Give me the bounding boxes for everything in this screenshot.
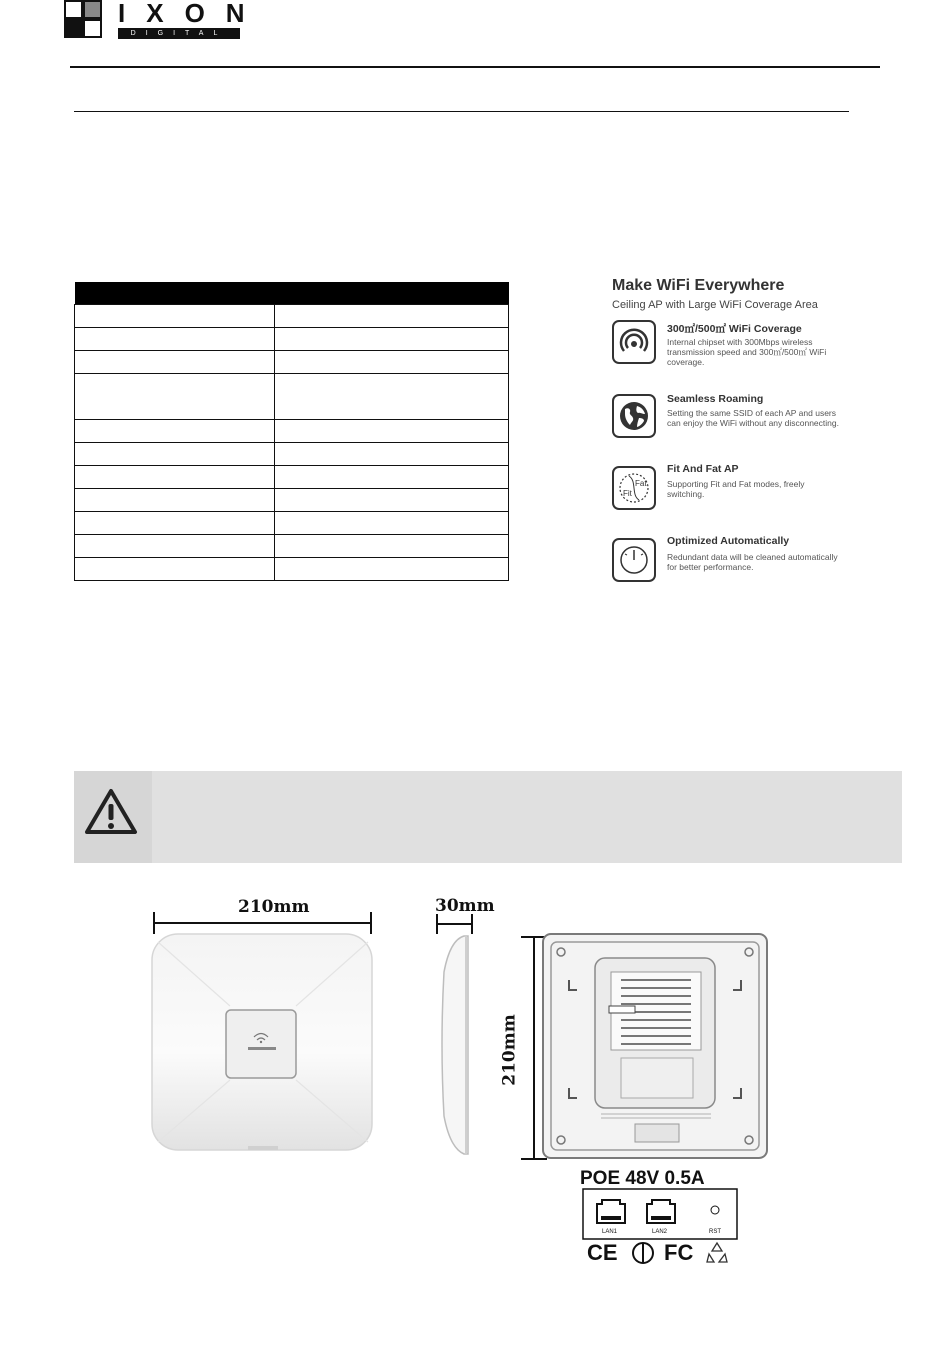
table-cell bbox=[275, 558, 509, 581]
lan2-label: LAN2 bbox=[652, 1229, 668, 1235]
signal-icon bbox=[612, 320, 656, 364]
header-rule bbox=[70, 66, 880, 68]
table-cell bbox=[275, 489, 509, 512]
globe-icon bbox=[612, 394, 656, 438]
height-dimension-label: 210mm bbox=[499, 1014, 520, 1086]
logo-word: IXON bbox=[118, 0, 266, 28]
logo-mark bbox=[64, 0, 102, 38]
lan1-port bbox=[597, 1200, 625, 1223]
class-ii-mark bbox=[630, 1240, 656, 1266]
table-row bbox=[75, 351, 509, 374]
table-row bbox=[75, 305, 509, 328]
logo-sub: DIGITAL bbox=[118, 28, 240, 39]
depth-dimension-label: 30mm bbox=[435, 896, 495, 916]
recycle-icon bbox=[704, 1240, 730, 1266]
table-row bbox=[75, 420, 509, 443]
table-row bbox=[75, 512, 509, 535]
feature-desc: Setting the same SSID of each AP and users can enjoy the WiFi without any disconnecting. bbox=[667, 408, 839, 428]
fcc-mark: FC bbox=[664, 1240, 694, 1265]
feature-desc: Supporting Fit and Fat modes, freely switching. bbox=[667, 479, 805, 499]
table-cell bbox=[75, 351, 275, 374]
table-cell bbox=[275, 305, 509, 328]
fit-fat-label-fit: Fit bbox=[623, 489, 632, 498]
feature-desc: Internal chipset with 300Mbps wireless transmission speed and 300㎡/500㎡ WiFi coverage. bbox=[667, 337, 827, 367]
width-dimension-label: 210mm bbox=[238, 897, 310, 917]
table-cell bbox=[75, 512, 275, 535]
table-cell bbox=[275, 466, 509, 489]
port-panel bbox=[582, 1188, 738, 1240]
table-cell bbox=[275, 351, 509, 374]
table-cell bbox=[75, 305, 275, 328]
table-cell bbox=[75, 466, 275, 489]
table-row bbox=[75, 466, 509, 489]
table-cell bbox=[75, 489, 275, 512]
feature-name: Fit And Fat AP bbox=[667, 463, 739, 475]
table-cell bbox=[275, 535, 509, 558]
section-rule bbox=[74, 111, 849, 112]
device-back-view bbox=[541, 932, 769, 1160]
features-title: Make WiFi Everywhere bbox=[612, 277, 785, 294]
feature-name: Optimized Automatically bbox=[667, 535, 790, 547]
table-row bbox=[75, 558, 509, 581]
device-side-view bbox=[438, 932, 474, 1158]
table-cell bbox=[75, 558, 275, 581]
lan2-port bbox=[647, 1200, 675, 1223]
fit-fat-label-fat: Fat bbox=[635, 479, 647, 488]
table-row bbox=[75, 443, 509, 466]
warning-band bbox=[74, 771, 902, 863]
power-spec: POE 48V 0.5A bbox=[580, 1168, 705, 1189]
fit-fat-icon bbox=[612, 466, 656, 510]
table-cell bbox=[275, 512, 509, 535]
table-row bbox=[75, 328, 509, 351]
table-row bbox=[75, 535, 509, 558]
device-front-view bbox=[150, 932, 376, 1154]
ce-mark: CE bbox=[587, 1240, 618, 1265]
table-header-cell bbox=[75, 282, 509, 305]
table-row bbox=[75, 374, 509, 420]
table-cell bbox=[75, 374, 275, 420]
table-cell bbox=[275, 420, 509, 443]
warning-icon bbox=[84, 788, 138, 836]
feature-name: Seamless Roaming bbox=[667, 393, 764, 405]
table-cell bbox=[275, 328, 509, 351]
features-subtitle: Ceiling AP with Large WiFi Coverage Area bbox=[612, 299, 818, 311]
gauge-icon bbox=[612, 538, 656, 582]
lan1-label: LAN1 bbox=[602, 1229, 618, 1235]
feature-desc: Redundant data will be cleaned automatically for better performance. bbox=[667, 552, 838, 572]
table-cell bbox=[75, 535, 275, 558]
table-cell bbox=[275, 374, 509, 420]
table-cell bbox=[75, 328, 275, 351]
table-cell bbox=[75, 420, 275, 443]
table-cell bbox=[75, 443, 275, 466]
reset-label: RST bbox=[709, 1229, 721, 1235]
table-header-row bbox=[75, 282, 509, 305]
feature-name: 300㎡/500㎡ WiFi Coverage bbox=[667, 323, 802, 335]
table-cell bbox=[275, 443, 509, 466]
table-row bbox=[75, 489, 509, 512]
spec-table bbox=[74, 282, 509, 581]
